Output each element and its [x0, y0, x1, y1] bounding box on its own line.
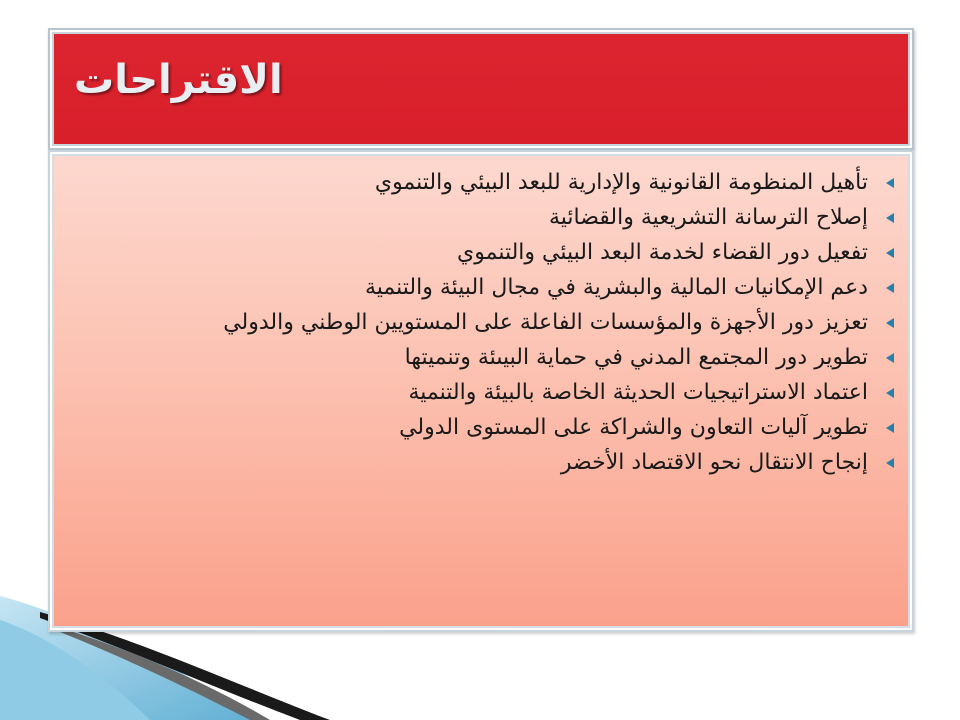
list-item	[60, 203, 898, 233]
list-item-text: تطوير آليات التعاون والشراكة على المستوى الدولي	[399, 415, 868, 440]
triangle-bullet-icon	[886, 178, 894, 188]
triangle-bullet-icon	[886, 388, 894, 398]
list-item	[60, 343, 898, 373]
triangle-bullet-icon	[886, 318, 894, 328]
triangle-bullet-icon	[886, 283, 894, 293]
list-item	[60, 378, 898, 408]
list-item-text: إنجاح الانتقال نحو الاقتصاد الأخضر	[560, 450, 868, 475]
slide-title: الاقتراحات	[74, 57, 283, 103]
triangle-bullet-icon	[886, 353, 894, 363]
list-item-text: تأهيل المنظومة القانونية والإدارية للبعد البيئي والتنموي	[374, 170, 868, 195]
suggestions-list	[60, 168, 898, 483]
list-item-text: تفعيل دور القضاء لخدمة البعد البيئي والتنموي	[457, 240, 868, 265]
list-item-text: تعزيز دور الأجهزة والمؤسسات الفاعلة على المستويين الوطني والدولي	[223, 310, 868, 335]
triangle-bullet-icon	[886, 423, 894, 433]
triangle-bullet-icon	[886, 458, 894, 468]
list-item	[60, 273, 898, 303]
title-banner	[48, 28, 914, 150]
list-item	[60, 168, 898, 198]
list-item	[60, 308, 898, 338]
content-panel	[48, 150, 914, 632]
list-item	[60, 413, 898, 443]
list-item	[60, 448, 898, 478]
list-item-text: تطوير دور المجتمع المدني في حماية البيىئة وتنميتها	[404, 345, 868, 370]
list-item-text: اعتماد الاستراتيجيات الحديثة الخاصة بالبيئة والتنمية	[408, 380, 868, 405]
triangle-bullet-icon	[886, 248, 894, 258]
list-item-text: إصلاح الترسانة التشريعية والقضائية	[548, 205, 868, 230]
list-item	[60, 238, 898, 268]
list-item-text: دعم الإمكانيات المالية والبشرية في مجال البيئة والتنمية	[364, 275, 868, 300]
triangle-bullet-icon	[886, 213, 894, 223]
